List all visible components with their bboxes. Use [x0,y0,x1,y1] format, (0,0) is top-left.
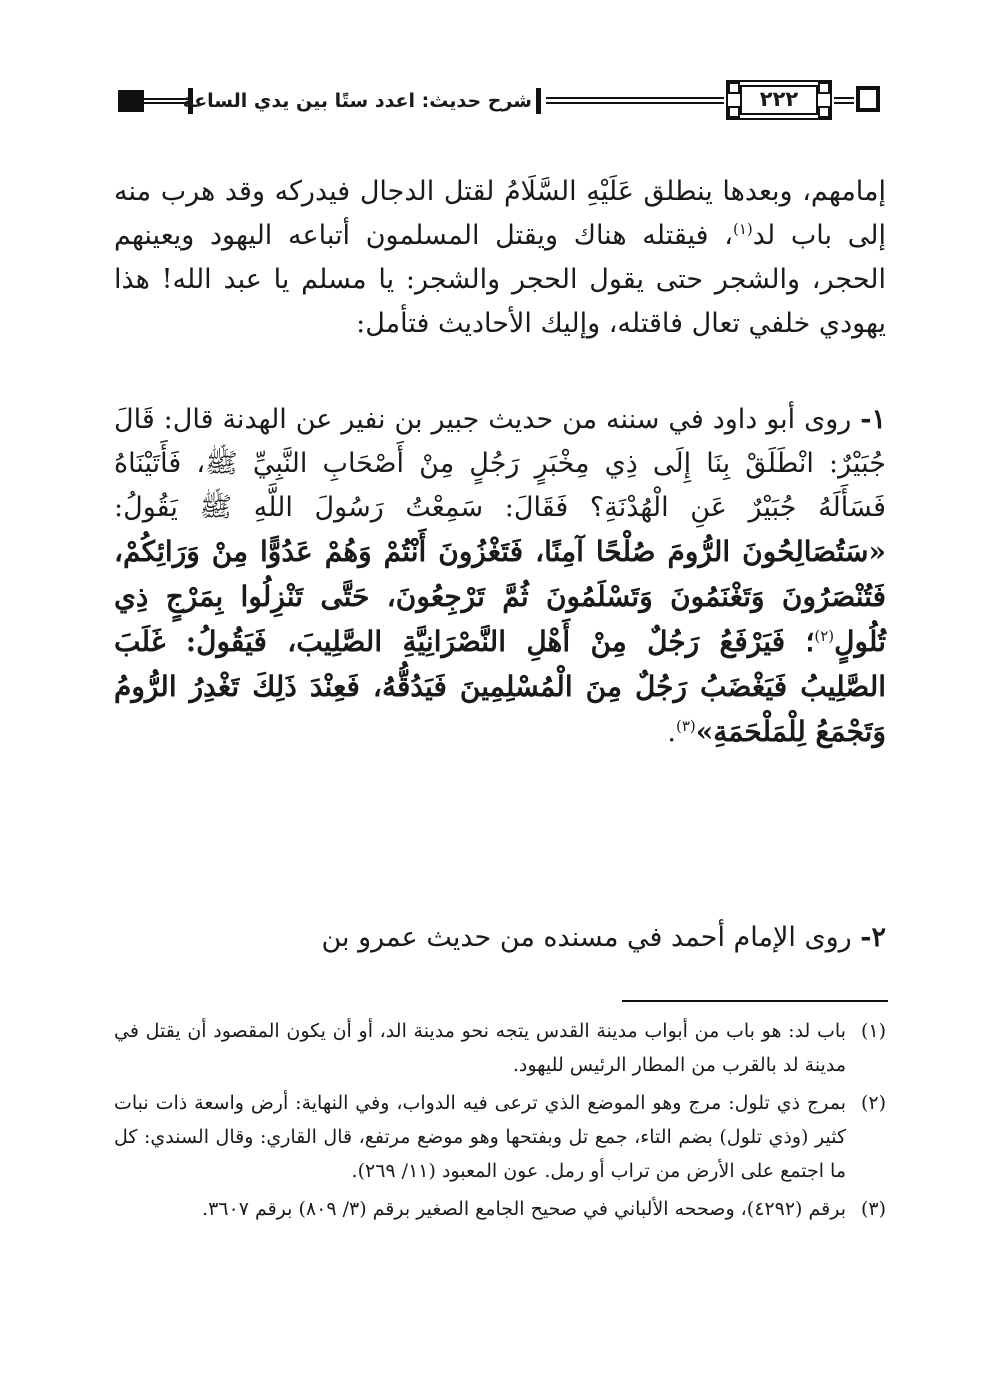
header-ornament-left [118,90,144,112]
footnote-text: بمرج ذي تلول: مرج وهو الموضع الذي ترعى فيه الدواب، وفي النهاية: أرض واسعة ذات نبات كثير (وذي تلول) بضم التاء، جمع تل وبفتحها وهو موضع مرتفع، قال القاري: وقال السندي: كل ما اجتمع على الأرض من تراب أو رمل. عون المعبود (١١/ ٢٦٩). [114,1092,846,1182]
item-lead-text: روى أبو داود في سننه من حديث جبير بن نفير عن الهدنة قال: قَالَ جُبَيْرٌ: انْطَلَقْ بِنَا إِلَى ذِي مِخْبَرٍ رَجُلٍ مِنْ أَصْحَابِ النَّبِيِّ ﷺ، فَأَتَيْنَاهُ فَسَأَلَهُ جُبَيْرٌ عَنِ الْهُدْنَةِ؟ فَقَالَ: سَمِعْتُ رَسُولَ اللَّهِ ﷺ يَقُولُ: [114,404,886,523]
footnotes [114,1014,886,1230]
page-number-frame [726,80,832,120]
footnote-number: (٢) [860,1092,886,1114]
footnote [114,1014,886,1082]
footnote-text: برقم (٤٢٩٢)، وصححه الألباني في صحيح الجامع الصغير برقم (٣/ ٨٠٩) برقم ٣٦٠٧. [202,1198,846,1220]
header-rule [144,98,188,104]
footnote-separator [622,1000,888,1002]
header-rule [834,97,854,104]
page-number: ٢٢٢ [759,87,799,111]
hadith-text-continued: ؛ فَيَرْفَعُ رَجُلٌ مِنْ أَهْلِ النَّصْرَانِيَّةِ الصَّلِيبَ، فَيَقُولُ: غَلَبَ الصَّلِيبُ فَيَغْضَبُ رَجُلٌ مِنَ الْمُسْلِمِينَ فَيَدُقُّهُ، فَعِنْدَ ذَلِكَ تَغْدِرُ الرُّومُ وَتَجْمَعُ لِلْمَلْحَمَةِ» [114,625,887,748]
intro-text: إمامهم، وبعدها ينطلق عَلَيْهِ السَّلَامُ لقتل الدجال فيدركه وقد هرب منه إلى باب لد [114,176,886,251]
footnote-number: (٣) [860,1198,886,1220]
item-number: ١- [860,404,886,435]
header-ornament-bar [536,88,541,114]
footnote-text: باب لد: هو باب من أبواب مدينة القدس يتجه نحو مدينة الد، أو أن يكون المقصود أن يقتل في مدينة لد بالقرب من المطار الرئيس لليهود. [114,1020,846,1076]
footnote [114,1086,886,1188]
header-rule [546,97,724,104]
footnote-ref: (٣) [675,717,696,735]
item-text: روى الإمام أحمد في مسنده من حديث عمرو بن [321,922,852,953]
list-item-1 [114,398,886,755]
footnote-number: (١) [860,1020,886,1042]
intro-paragraph [114,170,886,346]
list-item-2 [114,916,886,960]
header-title: شرح حديث: اعدد ستًا بين يدي الساعة [182,90,532,112]
item-tail: . [667,717,676,748]
running-header [118,78,890,124]
hadith-text: «سَتُصَالِحُونَ الرُّومَ صُلْحًا آمِنًا، فَتَغْزُونَ أَنْتُمْ وَهُمْ عَدُوًّا مِنْ وَرَائِكُمْ، فَتُنْصَرُونَ وَتَغْنَمُونَ وَتَسْلَمُونَ ثُمَّ تَرْجِعُونَ، حَتَّى تَنْزِلُوا بِمَرْجٍ ذِي تُلُولٍ [114,535,886,658]
footnote [114,1192,886,1226]
footnote-ref: (١) [732,220,753,238]
item-number: ٢- [860,922,886,953]
footnote-ref: (٢) [814,627,835,645]
header-ornament-right [856,86,880,112]
intro-text-continued: ، فيقتله هناك ويقتل المسلمون أتباعه اليهود ويعينهم الحجر، والشجر حتى يقول الحجر والشجر: يا مسلم يا عبد الله! هذا يهودي خلفي تعال فاقتله، وإليك الأحاديث فتأمل: [114,220,886,339]
